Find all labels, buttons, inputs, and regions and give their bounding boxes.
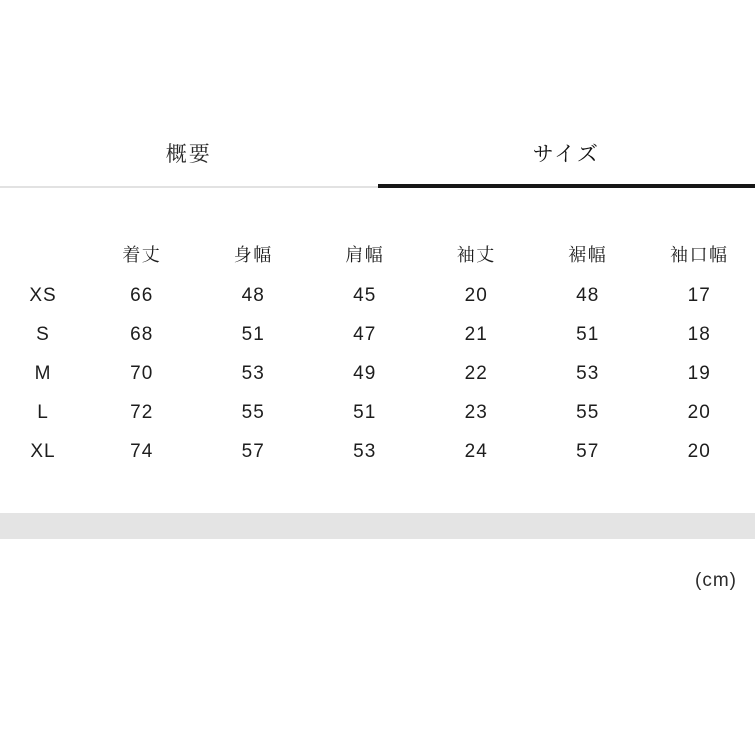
table-header-row	[0, 232, 755, 276]
column-header-sleeve-length: 袖丈	[456, 245, 496, 265]
cell-l-shoulder-width: 51	[353, 401, 377, 423]
cell-xl-sleeve-length: 24	[464, 440, 488, 462]
size-table-header	[0, 232, 755, 276]
cell-s-chest-width: 51	[241, 323, 265, 345]
cell-l-hem-width: 55	[576, 401, 600, 423]
column-header-cuff-width: 袖口幅	[670, 245, 729, 265]
cell-m-length: 70	[130, 362, 154, 384]
cell-s-length: 68	[130, 323, 154, 345]
table-row	[0, 393, 755, 432]
table-corner-cell	[0, 232, 86, 276]
column-header-chest-width: 身幅	[233, 245, 273, 265]
cell-xs-shoulder-width: 45	[353, 284, 377, 306]
table-row	[0, 432, 755, 471]
cell-l-length: 72	[130, 401, 154, 423]
cell-m-cuff-width: 19	[687, 362, 711, 384]
size-table	[0, 232, 755, 471]
cell-xs-length: 66	[130, 284, 154, 306]
tab-bar	[0, 138, 755, 188]
cell-xl-cuff-width: 20	[687, 440, 711, 462]
tab-overview[interactable]: 概要	[0, 138, 378, 188]
cell-xs-sleeve-length: 20	[464, 284, 488, 306]
cell-xs-hem-width: 48	[576, 284, 600, 306]
cell-s-sleeve-length: 21	[464, 323, 488, 345]
table-row	[0, 276, 755, 315]
row-header-xs: XS	[29, 284, 57, 306]
cell-l-cuff-width: 20	[687, 401, 711, 423]
table-row	[0, 315, 755, 354]
cell-xl-chest-width: 57	[241, 440, 265, 462]
cell-xs-cuff-width: 17	[687, 284, 711, 306]
tab-size[interactable]: サイズ	[378, 138, 755, 188]
cell-s-shoulder-width: 47	[353, 323, 377, 345]
column-header-hem-width: 裾幅	[568, 245, 608, 265]
cell-s-cuff-width: 18	[687, 323, 711, 345]
row-header-l: L	[37, 401, 49, 423]
row-header-s: S	[36, 323, 50, 345]
cell-m-shoulder-width: 49	[353, 362, 377, 384]
cell-s-hem-width: 51	[576, 323, 600, 345]
size-table-body	[0, 276, 755, 471]
table-row	[0, 354, 755, 393]
size-table-container	[0, 232, 755, 471]
section-divider-band	[0, 513, 755, 539]
cell-m-chest-width: 53	[241, 362, 265, 384]
cell-xl-length: 74	[130, 440, 154, 462]
column-header-shoulder-width: 肩幅	[345, 245, 385, 265]
cell-xs-chest-width: 48	[241, 284, 265, 306]
row-header-xl: XL	[30, 440, 56, 462]
cell-xl-shoulder-width: 53	[353, 440, 377, 462]
unit-note: (cm)	[695, 570, 737, 591]
column-header-length: 着丈	[122, 245, 162, 265]
cell-m-sleeve-length: 22	[464, 362, 488, 384]
row-header-m: M	[34, 362, 52, 384]
cell-l-chest-width: 55	[241, 401, 265, 423]
cell-xl-hem-width: 57	[576, 440, 600, 462]
cell-m-hem-width: 53	[576, 362, 600, 384]
cell-l-sleeve-length: 23	[464, 401, 488, 423]
